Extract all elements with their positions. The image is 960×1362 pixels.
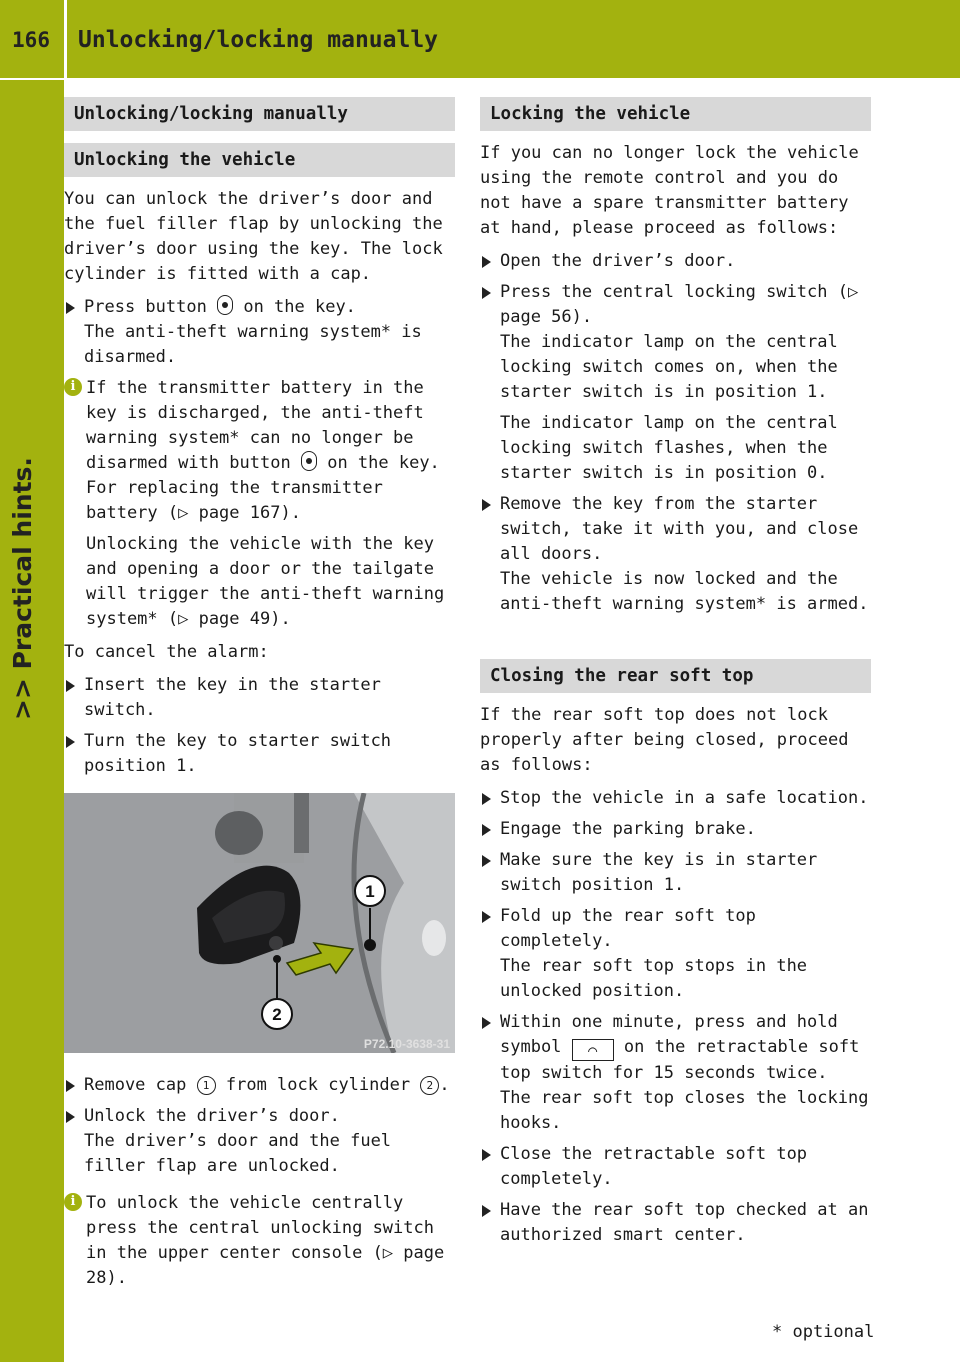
lock-step-open-door: Open the driver’s door. [480,249,871,274]
door-handle-illustration [64,793,455,1053]
section-heading-unlocking-locking: Unlocking/locking manually [64,97,455,131]
step-result: The anti-theft warning system* is disarmed. [84,322,422,367]
step-unlock-door: Unlock the driver’s door. The driver’s door and the fuel filler flap are unlocked. [64,1104,455,1179]
intro-text: You can unlock the driver’s door and the fuel filler flap by unlocking the driver’s door using the key. The lock cylinder is fitted with a cap. [64,189,443,284]
header-divider [64,0,67,78]
top-step-hold-symbol: Within one minute, press and hold symbol ⌒ on the retractable soft top switch for 15 seconds twice. The rear soft top closes the locking hooks. [480,1010,871,1136]
step-remove-cap: Remove cap 1 from lock cylinder 2 . [64,1073,455,1098]
lock-step-remove-key: Remove the key from the starter switch, take it with you, and close all doors. The vehicle is now locked and the anti-theft warning system* is armed. [480,492,871,617]
sidebar [0,80,64,1362]
callout-ref-2: 2 [420,1076,439,1095]
section-heading-locking-vehicle: Locking the vehicle [480,97,871,131]
callout-ref-1: 1 [197,1076,216,1095]
photo-code: P72.10-3638-31 [363,1037,450,1051]
top-step-check: Have the rear soft top checked at an authorized smart center. [480,1198,871,1248]
door-handle-photo [64,793,455,1053]
info-icon: i [64,1193,82,1211]
right-column [480,97,871,1254]
lock-step-press-switch: Press the central locking switch (▷ page 56). The indicator lamp on the central locking switch comes on, when the starter switch is in position 1. The indicator lamp on the central locking switch flashes, when the starter switch is in position 0. [480,280,871,486]
section-heading-soft-top: Closing the rear soft top [480,659,871,693]
callout-2-label: 2 [272,1005,282,1024]
top-step-brake: Engage the parking brake. [480,817,871,842]
step-turn-key: Turn the key to starter switch position 1. [64,729,455,779]
left-column [64,97,455,1299]
top-step-fold-up: Fold up the rear soft top completely. The rear soft top stops in the unlocked position. [480,904,871,1004]
top-step-stop: Stop the vehicle in a safe location. [480,786,871,811]
top-step-key-position: Make sure the key is in starter switch position 1. [480,848,871,898]
section-heading-unlocking-vehicle: Unlocking the vehicle [64,143,455,177]
soft-top-intro: If the rear soft top does not lock properly after being closed, proceed as follows: [480,705,849,775]
info-icon: i [64,378,82,396]
optional-footnote: * optional [772,1322,875,1342]
unlock-key-icon [217,295,233,315]
info-note-battery: i If the transmitter battery in the key is discharged, the anti-theft warning system* can no longer be disarmed with button on the key. For replacing the transmitter battery (▷ page 167). Unlocking the vehicle with the key and opening a door or the tailgate will trigger the anti-theft warning system* (▷ page 49). [64,376,455,632]
cancel-alarm-label: To cancel the alarm: [64,642,269,662]
lock-intro: If you can no longer lock the vehicle using the remote control and you do not have a spare transmitter battery at hand, please proceed as follows: [480,143,859,238]
top-step-close: Close the retractable soft top completely. [480,1142,871,1192]
page-number: 166 [12,28,50,52]
soft-top-symbol-icon: ⌒ [572,1039,614,1061]
unlock-key-icon [301,451,317,471]
step-insert-key: Insert the key in the starter switch. [64,673,455,723]
page-title: Unlocking/locking manually [78,27,439,53]
sidebar-label: >> Practical hints. [8,457,37,720]
info-note-central: i To unlock the vehicle centrally press the central unlocking switch in the upper center console (▷ page 28). [64,1191,455,1291]
callout-1-label: 1 [365,882,375,901]
step-press-button: Press button on the key. The anti-theft warning system* is disarmed. [64,295,455,370]
